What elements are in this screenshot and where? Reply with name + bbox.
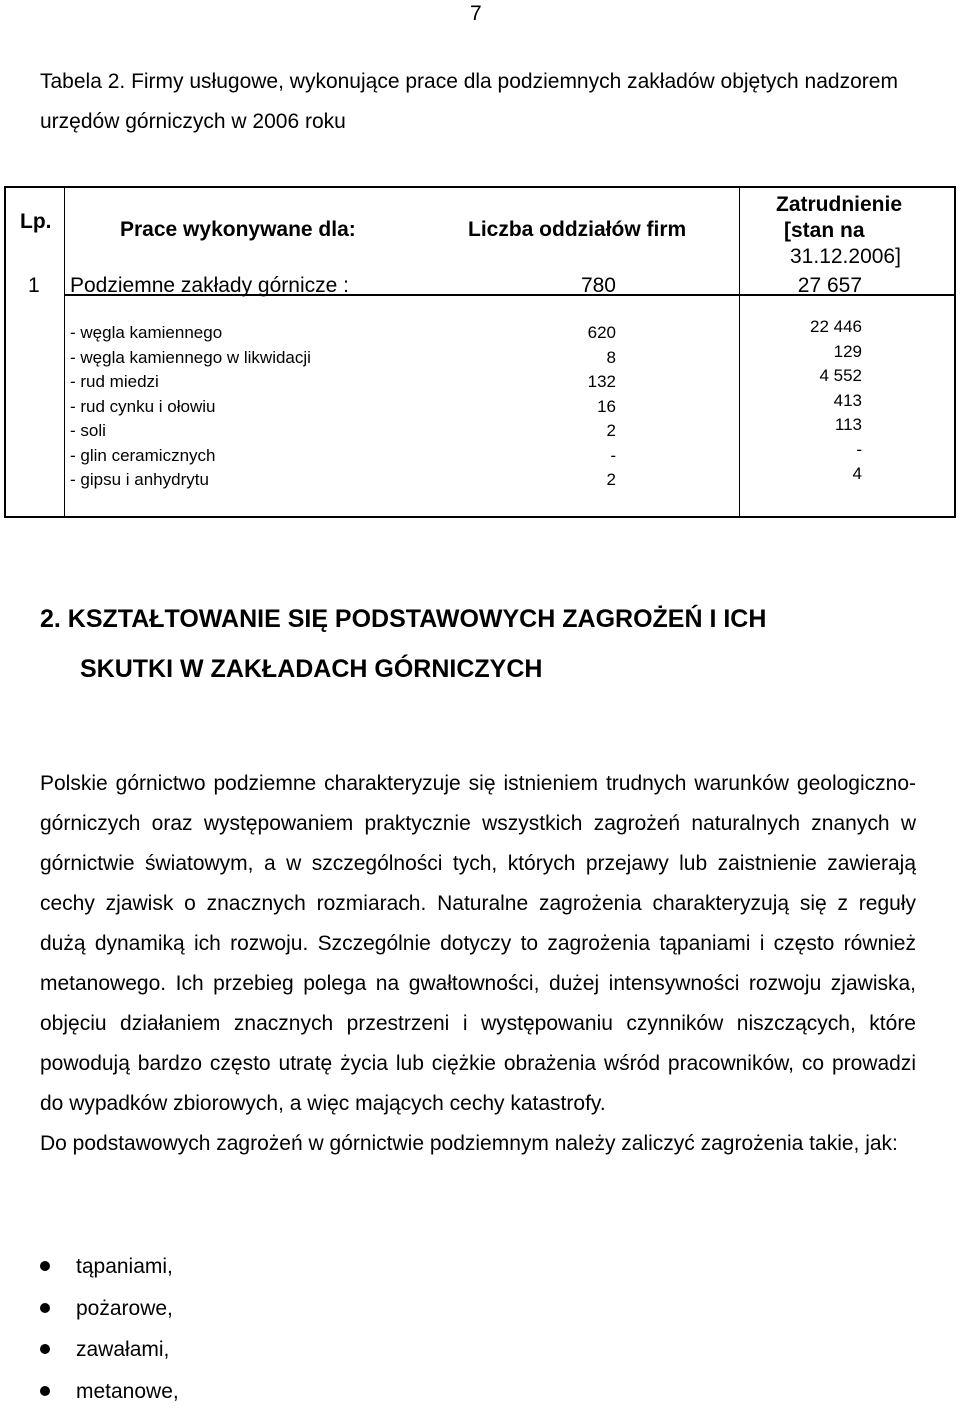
list-item: 620 bbox=[546, 321, 616, 346]
list-item: - gipsu i anhydrytu bbox=[70, 468, 410, 493]
category-list bbox=[70, 321, 410, 493]
list-item: 4 552 bbox=[746, 364, 862, 389]
list-item: - rud miedzi bbox=[70, 370, 410, 395]
header-employment-3: 31.12.2006] bbox=[790, 245, 920, 269]
branches-list bbox=[546, 321, 616, 493]
data-table bbox=[4, 186, 956, 518]
list-item-label: pożarowe, bbox=[76, 1297, 173, 1320]
list-item-label: metanowe, bbox=[76, 1380, 179, 1403]
list-item: - glin ceramicznych bbox=[70, 444, 410, 469]
list-item: - węgla kamiennego w likwidacji bbox=[70, 346, 410, 371]
list-item: - bbox=[746, 438, 862, 463]
column-divider bbox=[64, 188, 65, 516]
list-item: - bbox=[546, 444, 616, 469]
summary-branches: 780 bbox=[496, 274, 616, 298]
list-item bbox=[40, 1371, 179, 1412]
list-item-label: tąpaniami, bbox=[76, 1255, 173, 1278]
body-text bbox=[40, 764, 916, 1164]
header-branches: Liczba oddziałów firm bbox=[468, 218, 686, 242]
list-item: 129 bbox=[746, 340, 862, 365]
list-item: 22 446 bbox=[746, 315, 862, 340]
list-item: - rud cynku i ołowiu bbox=[70, 395, 410, 420]
list-item: 2 bbox=[546, 468, 616, 493]
page-number: 7 bbox=[470, 2, 482, 26]
list-item bbox=[40, 1288, 179, 1330]
list-item: 16 bbox=[546, 395, 616, 420]
list-item bbox=[40, 1329, 179, 1371]
table-caption: Tabela 2. Firmy usługowe, wykonujące prace dla podziemnych zakładów objętych nadzorem urzędów górniczych w 2006 roku bbox=[40, 62, 920, 142]
header-employment-1: Zatrudnienie bbox=[776, 193, 922, 217]
list-item: 113 bbox=[746, 413, 862, 438]
header-work: Prace wykonywane dla: bbox=[120, 218, 356, 242]
paragraph: Polskie górnictwo podziemne charakteryzuje się istnieniem trudnych warunków geologiczno-górniczych oraz występowaniem praktycznie wszystkich zagrożeń naturalnych znanych w górnictwie światowym, a w szczególności tych, których przejawy lub zaistnienie zawierają cechy zjawisk o znacznych rozmiarach. Naturalne zagrożenia charakteryzują się z reguły dużą dynamiką ich rozwoju. Szczególnie dotyczy to zagrożenia tąpaniami i często również metanowego. Ich przebieg polega na gwałtowności, dużej intensywności rozwoju zjawiska, objęciu działaniem znacznych przestrzeni i występowaniu czynników niszczących, które powodują bardzo często utratę życia lub ciężkie obrażenia wśród pracowników, co prowadzi do wypadków zbiorowych, a więc mających cechy katastrofy. bbox=[40, 764, 916, 1124]
header-lp: Lp. bbox=[20, 210, 52, 234]
section-heading bbox=[40, 594, 920, 694]
summary-employment: 27 657 bbox=[746, 274, 862, 298]
summary-lp: 1 bbox=[28, 274, 40, 298]
header-employment-2: [stan na bbox=[784, 219, 914, 243]
bullet-icon bbox=[40, 1344, 50, 1354]
list-item: - węgla kamiennego bbox=[70, 321, 410, 346]
section-heading-line: SKUTKI W ZAKŁADACH GÓRNICZYCH bbox=[40, 644, 920, 694]
list-item bbox=[40, 1246, 179, 1288]
bullet-icon bbox=[40, 1303, 50, 1313]
paragraph: Do podstawowych zagrożeń w górnictwie podziemnym należy zaliczyć zagrożenia takie, jak: bbox=[40, 1124, 916, 1164]
list-item: 132 bbox=[546, 370, 616, 395]
list-item: 4 bbox=[746, 462, 862, 487]
list-item: 8 bbox=[546, 346, 616, 371]
column-divider bbox=[739, 188, 740, 516]
list-item: - soli bbox=[70, 419, 410, 444]
list-item-label: zawałami, bbox=[76, 1338, 169, 1361]
bullet-icon bbox=[40, 1386, 50, 1396]
hazard-list bbox=[40, 1246, 179, 1412]
list-item: 2 bbox=[546, 419, 616, 444]
list-item: 413 bbox=[746, 389, 862, 414]
section-heading-line: 2. KSZTAŁTOWANIE SIĘ PODSTAWOWYCH ZAGROŻEŃ I ICH bbox=[40, 594, 920, 644]
employment-list bbox=[746, 315, 862, 487]
bullet-icon bbox=[40, 1261, 50, 1271]
summary-label: Podziemne zakłady górnicze : bbox=[70, 274, 349, 298]
